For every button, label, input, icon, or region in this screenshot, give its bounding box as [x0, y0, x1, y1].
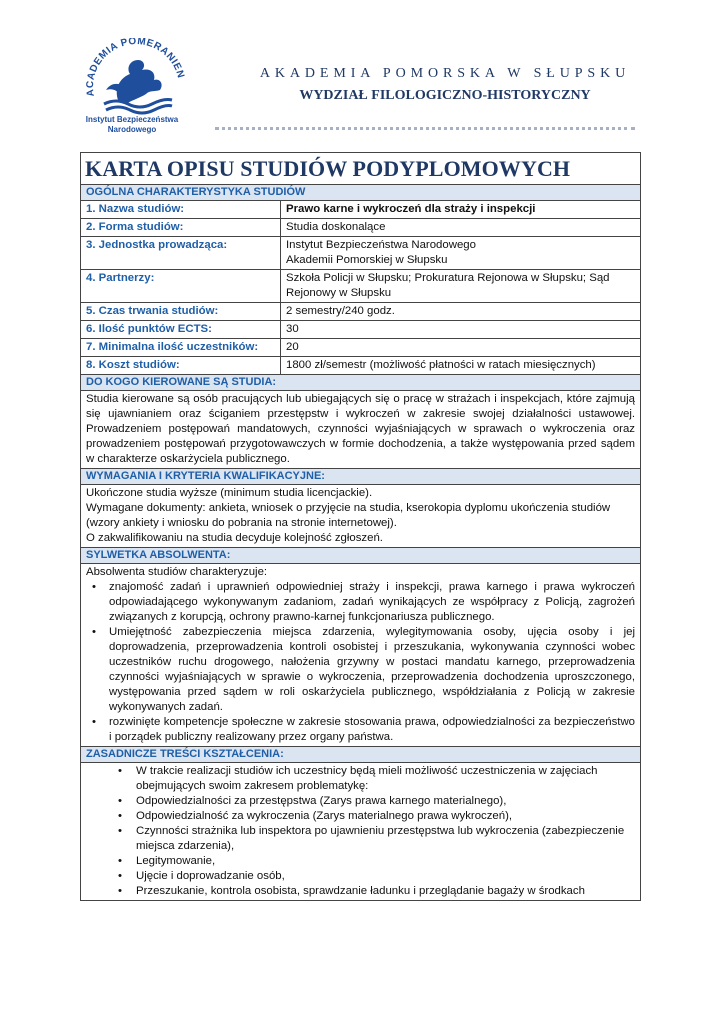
graduate-body — [81, 564, 641, 747]
header-divider — [215, 127, 635, 130]
section-general-header: OGÓLNA CHARAKTERYSTYKA STUDIÓW — [81, 185, 641, 201]
card-title: KARTA OPISU STUDIÓW PODYPLOMOWYCH — [81, 153, 641, 185]
list-item: • rozwinięte kompetencje społeczne w zakresie stosowania prawa, odpowiedzialności za bezpieczeństwo i porządek publiczny realizowany przez organy państwa. — [86, 715, 635, 745]
info-row — [81, 270, 641, 303]
info-row — [81, 201, 641, 219]
graduate-list — [86, 580, 635, 745]
row-value: 1800 zł/semestr (możliwość płatności w ratach miesięcznych) — [281, 357, 641, 375]
requirement-line: Wymagane dokumenty: ankieta, wniosek o przyjęcie na studia, kserokopia dyplomu ukończenia studiów (wzory ankiety i wniosku do pobrania na stronie internetowej). — [86, 502, 611, 529]
row-label: 7. Minimalna ilość uczestników: — [81, 339, 281, 357]
study-card-table — [80, 152, 641, 901]
faculty-name: WYDZIAŁ FILOLOGICZNO-HISTORYCZNY — [299, 88, 591, 103]
list-item: • Odpowiedzialności za przestępstwa (Zarys prawa karnego materialnego), — [86, 794, 635, 809]
requirement-line: Ukończone studia wyższe (minimum studia licencjackie). — [86, 487, 373, 499]
row-value-line-1: Instytut Bezpieczeństwa Narodowego — [286, 239, 476, 251]
content-body — [81, 763, 641, 901]
info-row — [81, 357, 641, 375]
row-label: 3. Jednostka prowadząca: — [81, 237, 281, 270]
info-row — [81, 237, 641, 270]
study-card — [80, 152, 640, 901]
logo-subtitle-2: Narodowego — [107, 125, 157, 134]
graduate-intro: Absolwenta studiów charakteryzuje: — [86, 566, 268, 578]
content-list — [86, 764, 635, 899]
row-label: 2. Forma studiów: — [81, 219, 281, 237]
university-name: AKADEMIA POMORSKA W SŁUPSKU — [259, 66, 631, 81]
row-value: Szkoła Policji w Słupsku; Prokuratura Rejonowa w Słupsku; Sąd Rejonowy w Słupsku — [281, 270, 641, 303]
row-value: Prawo karne i wykroczeń dla straży i inspekcji — [281, 201, 641, 219]
requirements-body — [81, 485, 641, 548]
row-value: Studia doskonalące — [281, 219, 641, 237]
institute-logo — [80, 38, 190, 134]
logo-arc-text: ACADEMIA POMERANIEN — [84, 38, 187, 98]
list-item: • Ujęcie i doprowadzanie osób, — [86, 869, 635, 884]
list-item: • W trakcie realizacji studiów ich uczestnicy będą mieli możliwość uczestniczenia w zajęciach obejmujących swoim zakresem problematykę: — [86, 764, 635, 794]
row-value: 20 — [281, 339, 641, 357]
list-item: • Legitymowanie, — [86, 854, 635, 869]
info-row — [81, 339, 641, 357]
list-item: • Odpowiedzialność za wykroczenia (Zarys materialnego prawa wykroczeń), — [86, 809, 635, 824]
row-label: 5. Czas trwania studiów: — [81, 303, 281, 321]
row-label: 8. Koszt studiów: — [81, 357, 281, 375]
target-description: Studia kierowane są osób pracujących lub ubiegających się o pracę w strażach i inspekcjach, które zajmują się ujawnianiem oraz ściganiem przestępstw i wykroczeń w zakresie swojej działalności ustawowej. Prowadzeniem postępowań mandatowych, czynności wyjaśniających w sprawach o wykroczenia oraz prowadzeniem postępowań przygotowawczych w formie dochodzenia, a także występowania przed sądem w charakterze oskarżyciela publicznego. — [81, 391, 641, 469]
list-item: • znajomość zadań i uprawnień odpowiedniej straży i inspekcji, prawa karnego i prawa wykroczeń odpowiadającego wykonywanym zadaniom, zadań wynikających ze współpracy z Policją, zagrożeń związanych z korupcją, ochrony prawno-karnej funkcjonariusza publicznego. — [86, 580, 635, 625]
list-item: • Umiejętność zabezpieczenia miejsca zdarzenia, wylegitymowania osoby, ujęcia osoby i jej doprowadzenia, przeprowadzenia kontroli osobistej i przeszukania, wykonywania czynności wobec uczestników ruchu drogowego, nałożenia grzywny w postaci mandatu karnego, przeprowadzenia czynności wyjaśniających w sprawie o wykroczenia, przeprowadzenia dochodzenia uproszczonego, występowania przed sądem w roli oskarżyciela publicznego, współdziałania z Policją w zakresie wykonywanych zadań. — [86, 625, 635, 715]
section-requirements-header: WYMAGANIA I KRYTERIA KWALIFIKACYJNE: — [81, 469, 641, 485]
section-graduate-header: SYLWETKA ABSOLWENTA: — [81, 548, 641, 564]
list-item: • Przeszukanie, kontrola osobista, sprawdzanie ładunku i przeglądanie bagaży w środkach — [86, 884, 635, 899]
row-label: 6. Ilość punktów ECTS: — [81, 321, 281, 339]
info-row — [81, 321, 641, 339]
row-value: 2 semestry/240 godz. — [281, 303, 641, 321]
row-value — [281, 237, 641, 270]
logo-subtitle-1: Instytut Bezpieczeństwa — [85, 115, 179, 124]
requirement-line: O zakwalifikowaniu na studia decyduje kolejność zgłoszeń. — [86, 532, 383, 544]
row-value: 30 — [281, 321, 641, 339]
list-item: • Czynności strażnika lub inspektora po ujawnieniu przestępstwa lub wykroczenia (zabezpieczenie miejsca zdarzenia), — [86, 824, 635, 854]
info-row — [81, 303, 641, 321]
info-row — [81, 219, 641, 237]
griffin-emblem-icon — [80, 38, 190, 134]
section-target-header: DO KOGO KIEROWANE SĄ STUDIA: — [81, 375, 641, 391]
row-label: 4. Partnerzy: — [81, 270, 281, 303]
row-label: 1. Nazwa studiów: — [81, 201, 281, 219]
row-value-line-2: Akademii Pomorskiej w Słupsku — [286, 254, 448, 266]
section-content-header: ZASADNICZE TREŚCI KSZTAŁCENIA: — [81, 747, 641, 763]
